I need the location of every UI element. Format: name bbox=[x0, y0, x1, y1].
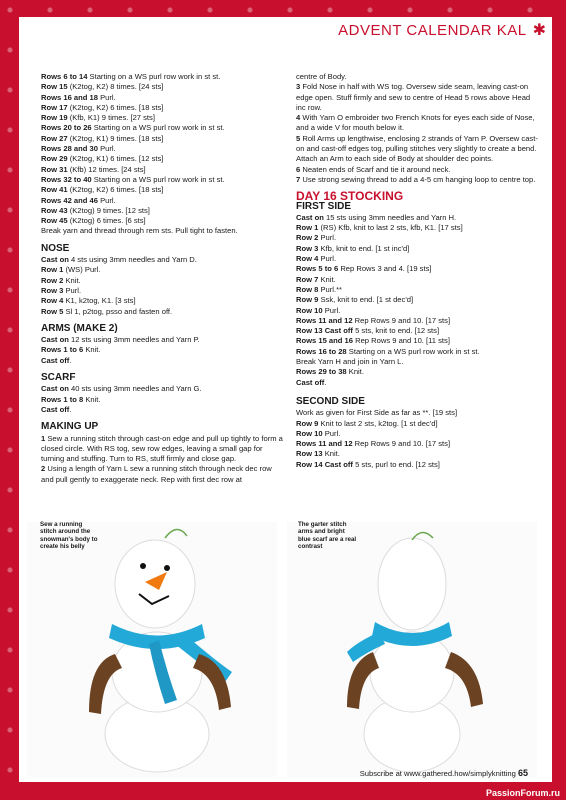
row-label: 3 bbox=[296, 82, 301, 92]
row-label: Rows 20 to 26 bbox=[41, 123, 92, 133]
instruction-row: Row 2 Purl. bbox=[296, 233, 337, 243]
row-label: 6 bbox=[296, 164, 301, 174]
instruction-row: Rows 16 and 18 Purl. bbox=[41, 92, 116, 102]
instruction-row: Cast on 15 sts using 3mm needles and Yarn H. bbox=[296, 212, 457, 222]
stocking-heading: DAY 16 STOCKING bbox=[296, 189, 404, 204]
row-label: Row 31 bbox=[41, 164, 68, 174]
instruction-row: Row 13 Knit. bbox=[296, 449, 340, 459]
instruction-row: 3 Fold Nose in half with WS tog. Oversew side seam, leaving cast-on edge open. Stuff firmly and sew to centre of Head 5 rows above Head inc row. bbox=[296, 82, 531, 112]
right-column bbox=[296, 72, 541, 470]
instruction-row: Row 31 (Kfb) 12 times. [24 sts] bbox=[41, 164, 146, 174]
nose-rows bbox=[41, 255, 283, 317]
nose-heading: NOSE bbox=[41, 242, 70, 254]
row-label: Row 15 bbox=[41, 82, 68, 92]
section-title: ADVENT CALENDAR KAL bbox=[338, 21, 527, 39]
row-label: Rows 16 to 28 bbox=[296, 346, 347, 356]
instruction-row: Rows 28 and 30 Purl. bbox=[41, 144, 116, 154]
instruction-row: Row 2 Knit. bbox=[41, 275, 81, 285]
instruction-row: Row 10 Purl. bbox=[296, 428, 341, 438]
row-label: 1 bbox=[41, 433, 46, 443]
instruction-row: Row 7 Knit. bbox=[296, 274, 336, 284]
page-number: 65 bbox=[517, 768, 528, 778]
row-label: Rows 11 and 12 bbox=[296, 315, 353, 325]
instruction-row: Row 45 (K2tog) 6 times. [6 sts] bbox=[41, 216, 146, 226]
row-label: Rows 1 to 8 bbox=[41, 394, 84, 404]
row-label: Rows 16 and 18 bbox=[41, 92, 98, 102]
row-label: Row 43 bbox=[41, 205, 68, 215]
row-label: Row 45 bbox=[41, 216, 68, 226]
instruction-row: Row 4 Purl. bbox=[296, 254, 337, 264]
left-column bbox=[41, 72, 283, 485]
subscribe-link[interactable]: Subscribe at www.gathered.how/simplyknitting bbox=[359, 769, 516, 778]
row-label: Rows 11 and 12 bbox=[296, 439, 353, 449]
row-label: Row 3 bbox=[41, 285, 64, 295]
row-label: Cast off bbox=[41, 404, 70, 414]
instruction-row: 5 Roll Arms up lengthwise, enclosing 2 strands of Yarn P. Oversew cast-on and cast-off edges tog, pulling stitches very slightly to create a bend. Attach an Arm to each side of Body at shoulder dec points. bbox=[296, 133, 538, 164]
row-label: 4 bbox=[296, 113, 301, 123]
instruction-row: Rows 32 to 40 Starting on a WS purl row work in st st. bbox=[41, 174, 225, 184]
instruction-row: Row 8 Purl.** bbox=[296, 284, 343, 294]
row-label: Rows 42 and 46 bbox=[41, 195, 98, 205]
row-label: Rows 1 to 6 bbox=[41, 345, 84, 355]
row-label: Cast on bbox=[41, 384, 69, 394]
instruction-row: Row 1 (RS) Kfb, knit to last 2 sts, kfb, K1. [17 sts] bbox=[296, 223, 463, 233]
snowman-back-illustration bbox=[287, 522, 537, 777]
body-rows bbox=[41, 72, 283, 237]
row-label: Row 27 bbox=[41, 133, 68, 143]
row-label: Row 7 bbox=[296, 274, 319, 284]
arms-rows bbox=[41, 335, 283, 366]
instruction-row: Row 14 Cast off 5 sts, purl to end. [12 sts] bbox=[296, 459, 440, 469]
instruction-row: Row 5 Sl 1, p2tog, psso and fasten off. bbox=[41, 306, 173, 316]
instruction-row: Rows 1 to 8 Knit. bbox=[41, 394, 101, 404]
instruction-row: Rows 1 to 6 Knit. bbox=[41, 345, 101, 355]
instruction-row: Row 27 (K2tog, K1) 9 times. [18 sts] bbox=[41, 133, 164, 143]
snowflake-icon: ✱ bbox=[532, 22, 546, 39]
instruction-row: Row 15 (K2tog, K2) 8 times. [24 sts] bbox=[41, 82, 164, 92]
row-label: Row 14 Cast off bbox=[296, 459, 353, 469]
row-label: Row 1 bbox=[41, 265, 64, 275]
continued-text: centre of Body. bbox=[296, 72, 347, 81]
row-label: 2 bbox=[41, 464, 46, 474]
making-up-heading: MAKING UP bbox=[41, 421, 99, 433]
section-header bbox=[328, 17, 552, 43]
instruction-row: Cast on 4 sts using 3mm needles and Yarn D. bbox=[41, 255, 197, 265]
row-label: Row 4 bbox=[41, 296, 64, 306]
row-label: 7 bbox=[296, 174, 301, 184]
row-label: Row 4 bbox=[296, 254, 319, 264]
instruction-row: Row 1 (WS) Purl. bbox=[41, 265, 101, 275]
instruction-row: Row 17 (K2tog, K2) 6 times. [18 sts] bbox=[41, 102, 164, 112]
making-up-continued bbox=[296, 82, 541, 185]
instruction-row: Row 3 Purl. bbox=[41, 285, 82, 295]
instruction-row: Row 4 K1, k2tog, K1. [3 sts] bbox=[41, 296, 136, 306]
instruction-row: Cast on 12 sts using 3mm needles and Yarn P. bbox=[41, 335, 200, 345]
row-label: Row 17 bbox=[41, 102, 68, 112]
row-label: Rows 28 and 30 bbox=[41, 144, 98, 154]
row-label: Row 1 bbox=[296, 223, 319, 233]
instruction-row: Row 43 (K2tog) 9 times. [12 sts] bbox=[41, 205, 150, 215]
row-label: Row 8 bbox=[296, 284, 319, 294]
row-label: Cast on bbox=[296, 212, 324, 222]
row-label: Row 29 bbox=[41, 154, 68, 164]
instruction-row: 4 With Yarn O embroider two French Knots for eyes each side of Nose, and a wide V for mouth below it. bbox=[296, 113, 535, 133]
instruction-row: Row 9 Ssk, knit to end. [1 st dec'd] bbox=[296, 295, 414, 305]
row-label: Row 2 bbox=[296, 233, 319, 243]
photo-caption-left: Sew a running stitch around the snowman's body to create his belly bbox=[40, 521, 98, 551]
magazine-page bbox=[19, 17, 552, 782]
row-label: Rows 15 and 16 bbox=[296, 336, 353, 346]
snowman-photo-back bbox=[287, 522, 537, 777]
row-label: Cast on bbox=[41, 335, 69, 345]
instruction-row: 2 Using a length of Yarn L sew a running stitch through neck dec row and pull gently to exaggerate neck. Rep with first dec row at bbox=[41, 464, 272, 484]
instruction-row: Row 9 Knit to last 2 sts, k2tog. [1 st dec'd] bbox=[296, 418, 438, 428]
second-side-rows bbox=[296, 408, 541, 470]
row-label: Row 41 bbox=[41, 185, 68, 195]
instruction-row: 6 Neaten ends of Scarf and tie it around neck. bbox=[296, 164, 451, 174]
row-label: Row 13 bbox=[296, 449, 323, 459]
second-side-heading: SECOND SIDE bbox=[296, 395, 365, 407]
instruction-row: 1 Sew a running stitch through cast-on edge and pull up tightly to form a closed circle. With RS tog, sew row edges, leaving a small gap for turning and stuffing. Turn to RS, stuff firmly and close gap. bbox=[41, 433, 283, 464]
row-label: Rows 5 to 6 bbox=[296, 264, 339, 274]
instruction-row: Rows 11 and 12 Rep Rows 9 and 10. [17 sts] bbox=[296, 315, 451, 325]
instruction-row: Row 29 (K2tog, K1) 6 times. [12 sts] bbox=[41, 154, 164, 164]
row-label: Row 10 bbox=[296, 428, 323, 438]
instruction-row: Rows 5 to 6 Rep Rows 3 and 4. [19 sts] bbox=[296, 264, 432, 274]
row-label: Row 9 bbox=[296, 418, 319, 428]
scarf-rows bbox=[41, 384, 283, 415]
row-label: Row 13 Cast off bbox=[296, 326, 353, 336]
row-label: Row 19 bbox=[41, 113, 68, 123]
watermark: PassionForum.ru bbox=[485, 788, 560, 798]
first-side-rows bbox=[296, 213, 541, 388]
row-label: Row 5 bbox=[41, 306, 64, 316]
instruction-row: Break yarn and thread through rem sts. Pull tight to fasten. bbox=[41, 226, 238, 236]
row-label: 5 bbox=[296, 133, 301, 143]
row-label: Cast off bbox=[296, 377, 325, 387]
instruction-row: Row 10 Purl. bbox=[296, 305, 341, 315]
making-up-paras bbox=[41, 434, 283, 485]
row-label: Row 2 bbox=[41, 275, 64, 285]
instruction-row: Rows 15 and 16 Rep Rows 9 and 10. [11 sts] bbox=[296, 336, 450, 346]
row-label: Rows 32 to 40 bbox=[41, 174, 92, 184]
instruction-row: Cast on 40 sts using 3mm needles and Yarn G. bbox=[41, 384, 202, 394]
scarf-heading: SCARF bbox=[41, 372, 76, 384]
instruction-row: Cast off. bbox=[41, 404, 72, 414]
row-label: Row 10 bbox=[296, 305, 323, 315]
instruction-row: Row 41 (K2tog, K2) 6 times. [18 sts] bbox=[41, 185, 164, 195]
instruction-row: Rows 29 to 38 Knit. bbox=[296, 367, 364, 377]
snowman-photo-front bbox=[27, 522, 277, 777]
instruction-row: Row 13 Cast off 5 sts, knit to end. [12 sts] bbox=[296, 326, 440, 336]
instruction-row: Rows 16 to 28 Starting on a WS purl row work in st st. bbox=[296, 346, 480, 356]
row-label: Row 9 bbox=[296, 295, 319, 305]
row-label: Cast off bbox=[41, 355, 70, 365]
instruction-row: Break Yarn H and join in Yarn L. bbox=[296, 357, 404, 367]
row-label: Row 3 bbox=[296, 243, 319, 253]
snowman-front-illustration bbox=[27, 522, 277, 777]
instruction-row: Rows 6 to 14 Starting on a WS purl row work in st st. bbox=[41, 72, 221, 81]
instruction-row: Rows 42 and 46 Purl. bbox=[41, 195, 116, 205]
first-side-heading: FIRST SIDE bbox=[296, 200, 352, 212]
instruction-row: Row 19 (Kfb, K1) 9 times. [27 sts] bbox=[41, 113, 155, 123]
row-label: Rows 29 to 38 bbox=[296, 367, 347, 377]
instruction-row: Rows 20 to 26 Starting on a WS purl row work in st st. bbox=[41, 123, 225, 133]
instruction-row: Cast off. bbox=[296, 377, 327, 387]
instruction-row: Rows 11 and 12 Rep Rows 9 and 10. [17 sts] bbox=[296, 439, 451, 449]
row-label: Cast on bbox=[41, 255, 69, 265]
page-footer bbox=[360, 768, 528, 778]
instruction-row: Work as given for First Side as far as **. [19 sts] bbox=[296, 408, 458, 418]
instruction-row: Row 3 Kfb, knit to end. [1 st inc'd] bbox=[296, 243, 410, 253]
photo-caption-right: The garter stitch arms and bright blue scarf are a real contrast bbox=[298, 521, 357, 551]
instruction-row: 7 Use strong sewing thread to add a 4-5 cm hanging loop to centre top. bbox=[296, 174, 536, 184]
instruction-row: Cast off. bbox=[41, 355, 72, 365]
arms-heading: ARMS (MAKE 2) bbox=[41, 322, 118, 334]
row-label: Rows 6 to 14 bbox=[41, 72, 88, 81]
